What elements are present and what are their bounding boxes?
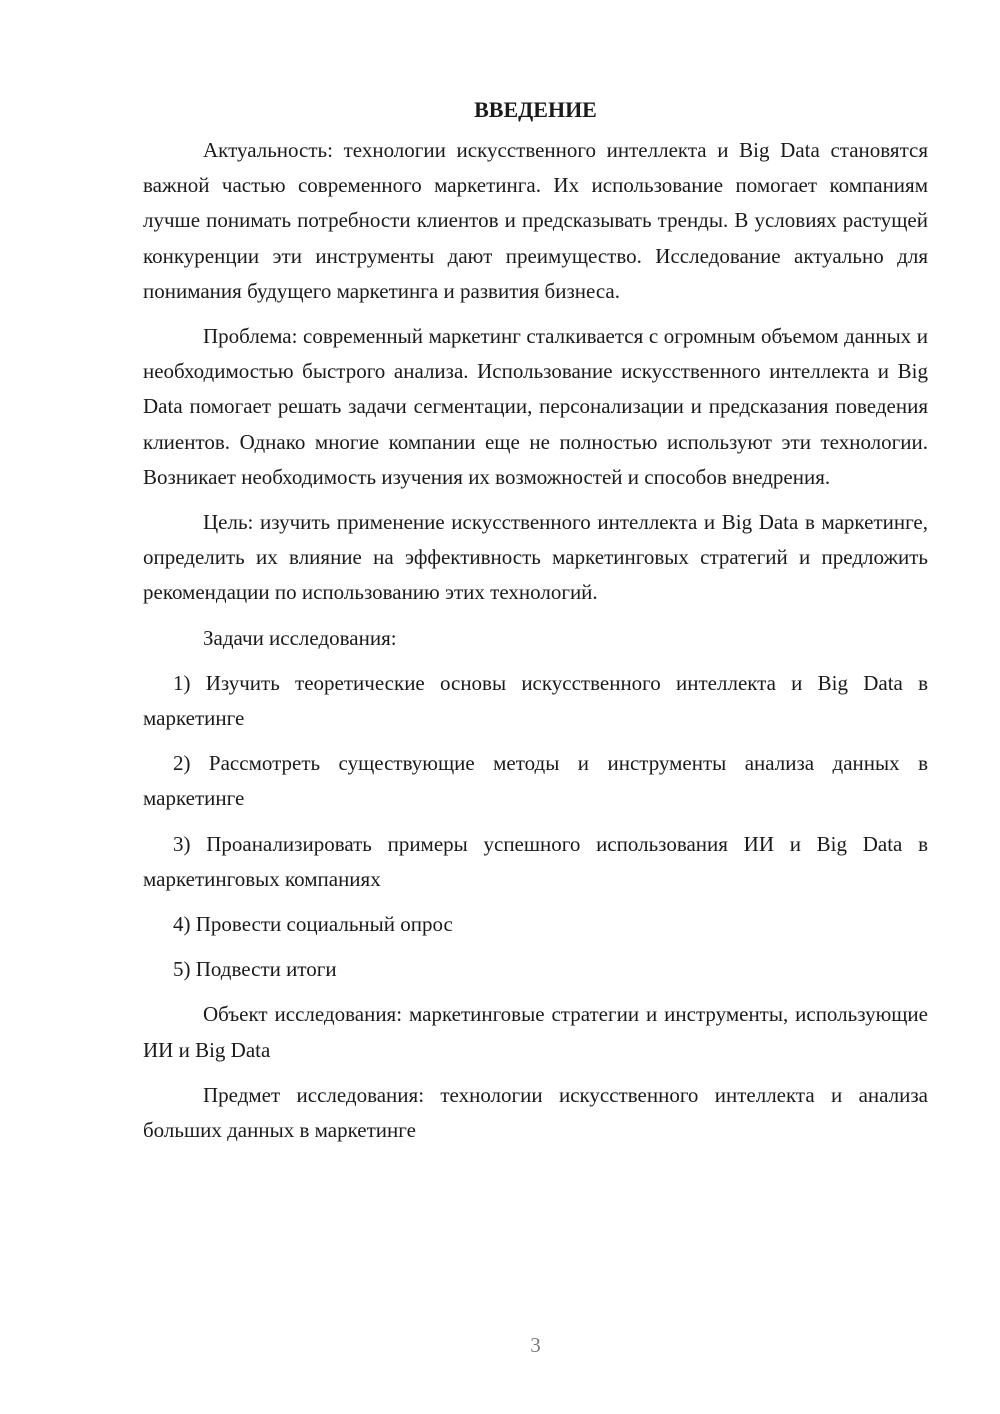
task-item-2: 2) Рассмотреть существующие методы и инструменты анализа данных в маркетинге (143, 751, 928, 811)
goal-paragraph: Цель: изучить применение искусственного интеллекта и Big Data в маркетинге, определить их влияние на эффективность маркетинговых стратегий и предложить рекомендации по использованию этих технологий. (143, 510, 928, 605)
problem-paragraph: Проблема: современный маркетинг сталкивается с огромным объемом данных и необходимостью быстрого анализа. Использование искусственного интеллекта и Big Data помогает решать задачи сегментации, персонализации и предсказания поведения клиентов. Однако многие компании еще не полностью используют эти технологии. Возникает необходимость изучения их возможностей и способов внедрения. (143, 324, 928, 489)
task-item-3: 3) Проанализировать примеры успешного использования ИИ и Big Data в маркетинговых компаниях (143, 831, 928, 891)
page-number: 3 (530, 1333, 541, 1357)
object-paragraph: Объект исследования: маркетинговые стратегии и инструменты, использующие ИИ и Big Data (143, 1002, 928, 1062)
task-item-5: 5) Подвести итоги (173, 957, 337, 982)
task-item-1: 1) Изучить теоретические основы искусственного интеллекта и Big Data в маркетинге (143, 670, 928, 731)
section-title: ВВЕДЕНИЕ (474, 97, 597, 122)
task-item-4: 4) Провести социальный опрос (173, 912, 453, 937)
relevance-paragraph: Актуальность: технологии искусственного интеллекта и Big Data становятся важной частью современного маркетинга. Их использование помогает компаниям лучше понимать потребности клиентов и предсказывать тренды. В условиях растущей конкуренции эти инструменты дают преимущество. Исследование актуально для понимания будущего маркетинга и развития бизнеса. (143, 138, 928, 303)
tasks-heading: Задачи исследования: (203, 625, 397, 650)
document-page (143, 92, 928, 1158)
subject-paragraph: Предмет исследования: технологии искусственного интеллекта и анализа больших данных в маркетинге (143, 1082, 928, 1143)
